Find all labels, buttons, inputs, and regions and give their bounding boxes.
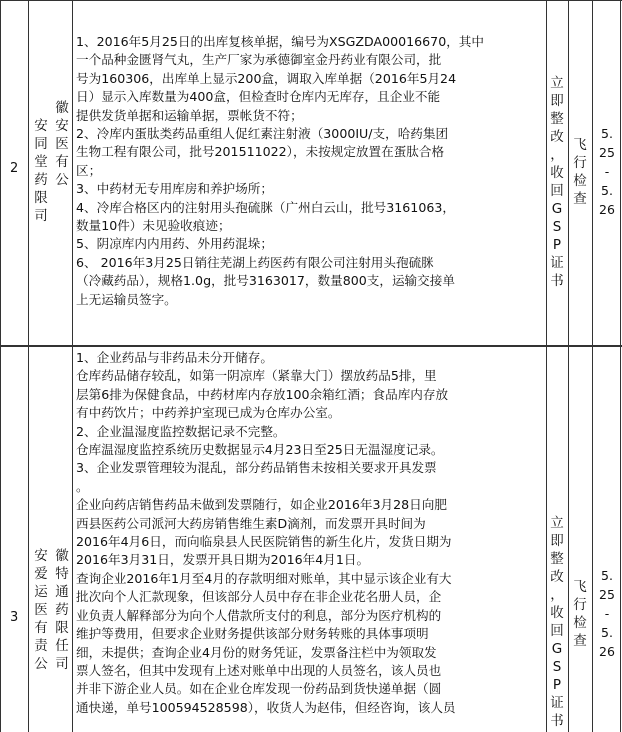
text-line: 数量10件）未见验收痕迹； (76, 218, 231, 234)
text-line: 票人签名，但其中发现有上述对账单中出现的人员签名，该人员也 (76, 662, 442, 678)
text-line: 2、企业温湿度监控数据记录不完整。 (76, 423, 286, 439)
text-line: 3、中药材无专用库房和养护场所； (76, 181, 273, 197)
text-line: 层第6排为保健食品，中药材库内存放100余箱红酒；食品库内存放 (76, 386, 449, 402)
text-line: 1、2016年5月25日的出库复核单据，编号为XSGZDA00016670，其中 (76, 34, 484, 49)
measure-char: ， (550, 147, 564, 163)
company-char: 安 (55, 118, 69, 134)
table-top-border (0, 0, 622, 1)
method-char: 行 (573, 597, 587, 613)
col-border (568, 0, 569, 732)
text-line: 查询企业2016年1月至4月的存款明细对账单，其中显示该企业有大 (76, 570, 452, 586)
measure-char: 证 (550, 255, 564, 271)
text-line: 企业向药店销售药品未做到发票随行，如企业2016年3月28日向肥 (76, 497, 447, 513)
measure-char: 收 (550, 165, 564, 181)
measure-char: 书 (550, 713, 564, 729)
text-line: 有中药饮片；中药养护室现已成为仓库办公室。 (76, 405, 341, 421)
text-line: 提供发货单据和运输单据，票帐货不符； (76, 107, 303, 123)
text-line: 2、冷库内蛋肽类药品重组人促红素注射液（3000IU/支，哈药集团 (76, 126, 449, 142)
method-char: 查 (573, 191, 587, 207)
company-char: 药 (55, 602, 69, 618)
company-char: 同 (34, 136, 48, 152)
date-part: 5. (601, 183, 613, 198)
inspection-date (594, 124, 620, 219)
measure-char: 回 (550, 183, 564, 199)
measure-char: ， (550, 587, 564, 603)
measure-char: 立 (550, 75, 564, 91)
measure-char: 整 (550, 551, 564, 567)
measure-char: 书 (550, 273, 564, 289)
measure-char: 证 (550, 695, 564, 711)
date-part: 26 (599, 644, 615, 659)
text-line: 日）显示入库数量为400盒，但检查时仓库内无库存，且企业不能 (76, 89, 441, 105)
measure-char: S (552, 219, 562, 235)
text-line: 2016年3月31日，发票开具日期为2016年4月1日。 (76, 552, 370, 568)
col-border (28, 0, 29, 732)
company-char: 公 (55, 172, 69, 188)
method-char: 飞 (573, 137, 587, 153)
company-char: 任 (55, 638, 69, 654)
row-number: 3 (10, 610, 19, 625)
company-char: 医 (55, 136, 69, 152)
text-line: 号为160306，出库单上显示200盒，调取入库单据（2016年5月24 (76, 70, 457, 86)
measure-char: G (551, 201, 563, 217)
text-line: 通快递，单号100594528598），收货人为赵伟，但经咨询，该人员 (76, 699, 456, 715)
company-char: 责 (34, 638, 48, 654)
problem-description (76, 349, 544, 717)
inspection-date (594, 566, 620, 661)
company-char: 安 (34, 118, 48, 134)
company-name-col1 (32, 547, 50, 673)
company-char: 限 (55, 620, 69, 636)
company-char: 司 (34, 208, 48, 224)
handling-measure (548, 74, 566, 290)
method-char: 查 (573, 633, 587, 649)
col-border (592, 0, 593, 732)
method-char: 检 (573, 615, 587, 631)
company-char: 通 (55, 584, 69, 600)
measure-char: P (552, 677, 562, 693)
measure-char: 收 (550, 605, 564, 621)
measure-char: G (551, 641, 563, 657)
date-part: 5. (601, 126, 613, 141)
company-char: 药 (34, 172, 48, 188)
date-part: - (604, 164, 610, 179)
row-divider (0, 345, 622, 347)
text-line: 一个品种金匮肾气丸，生产厂家为承德御室金丹药业有限公司，批 (76, 52, 442, 68)
company-char: 限 (34, 190, 48, 206)
date-part: 25 (599, 145, 615, 160)
text-line: 批次向个人汇款现象，但该部分人员中存在非企业花名册人员，企 (76, 589, 442, 605)
date-part: 5. (601, 568, 613, 583)
text-line: 维护等费用，但要求企业财务提供该部分财务转账的具体事项明 (76, 626, 429, 642)
date-part: 26 (599, 202, 615, 217)
measure-char: 立 (550, 515, 564, 531)
measure-char: 即 (550, 533, 564, 549)
text-line: 。 (76, 478, 89, 494)
company-char: 医 (34, 602, 48, 618)
company-char: 堂 (34, 154, 48, 170)
date-part: 5. (601, 625, 613, 640)
text-line: 业负责人解释部分为向个人借款所支付的利息，部分为医疗机构的 (76, 607, 442, 623)
text-line: 上无运输员签字。 (76, 291, 177, 307)
text-line: 3、企业发票管理较为混乱，部分药品销售未按相关要求开具发票 (76, 460, 437, 476)
text-line: 区； (76, 162, 102, 178)
col-border (72, 0, 73, 732)
company-name-col1 (32, 117, 50, 225)
date-part: - (604, 606, 610, 621)
company-char: 徽 (55, 548, 69, 564)
text-line: 西县医药公司派河大药房销售维生素D滴剂，而发票开具时间为 (76, 515, 426, 531)
measure-char: P (552, 237, 562, 253)
row-number: 2 (10, 161, 19, 176)
text-line: 并非下游企业人员。如在企业仓库发现一份药品到货快递单据（圆 (76, 681, 442, 697)
text-line: 2016年4月6日，而向临泉县人民医院销售的新生化片，发货日期为 (76, 534, 452, 550)
measure-char: 改 (550, 129, 564, 145)
text-line: 1、企业药品与非药品未分开储存。 (76, 350, 273, 365)
text-line: （冷藏药品），规格1.0g，批号3163017，数量800支，运输交接单 (76, 273, 455, 289)
method-char: 检 (573, 173, 587, 189)
inspection-method (571, 136, 589, 208)
text-line: 6、 2016年3月25日销往芜湖上药医药有限公司注射用头孢硫脒 (76, 254, 434, 270)
method-char: 行 (573, 155, 587, 171)
measure-char: 整 (550, 111, 564, 127)
col-border (546, 0, 547, 732)
col-border-right (620, 0, 621, 732)
text-line: 生物工程有限公司，批号201511022），未按规定放置在蛋肽合格 (76, 144, 445, 160)
problem-description (76, 33, 544, 309)
measure-char: 即 (550, 93, 564, 109)
company-char: 安 (34, 548, 48, 564)
col-border-left (0, 0, 1, 732)
inspection-method (571, 578, 589, 650)
measure-char: 回 (550, 623, 564, 639)
company-char: 有 (34, 620, 48, 636)
company-char: 公 (34, 656, 48, 672)
text-line: 仓库温湿度监控系统历史数据显示4月23日至25日无温湿度记录。 (76, 442, 444, 458)
company-char: 运 (34, 584, 48, 600)
date-part: 25 (599, 587, 615, 602)
measure-char: 改 (550, 569, 564, 585)
text-line: 细，未提供；查询企业4月份的财务凭证，发票备注栏中为领取发 (76, 644, 437, 660)
company-char: 有 (55, 154, 69, 170)
measure-char: S (552, 659, 562, 675)
text-line: 仓库药品储存较乱，如第一阴凉库（紧靠大门）摆放药品5排，里 (76, 368, 437, 384)
company-char: 徽 (55, 100, 69, 116)
text-line: 5、阴凉库内内用药、外用药混垛； (76, 236, 273, 252)
company-char: 特 (55, 566, 69, 582)
company-char: 爱 (34, 566, 48, 582)
company-name-col2 (53, 547, 71, 673)
company-char: 司 (55, 656, 69, 672)
company-name-col2 (53, 99, 71, 189)
handling-measure (548, 514, 566, 730)
method-char: 飞 (573, 579, 587, 595)
text-line: 4、冷库合格区内的注射用头孢硫脒（广州白云山，批号3161063， (76, 199, 455, 215)
